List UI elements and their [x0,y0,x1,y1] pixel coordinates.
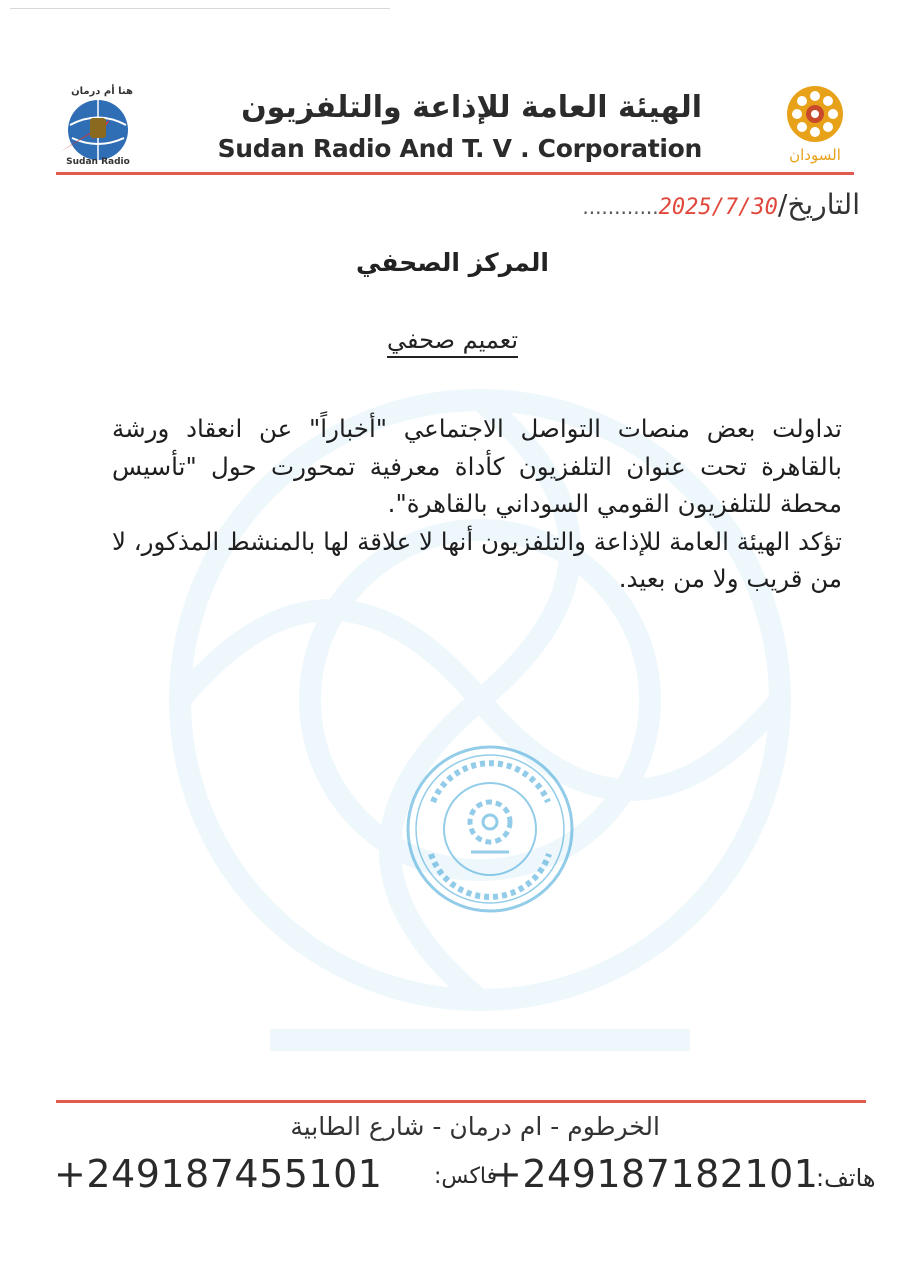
date-label: التاريخ [787,188,860,221]
phone-number: +249187182101 [490,1152,819,1196]
svg-text:السودان: السودان [789,146,841,164]
date-dots: ............ [582,195,659,219]
official-stamp-icon [403,742,578,917]
svg-text:Sudan Radio: Sudan Radio [66,157,130,166]
date-value: 2025/7/30 [658,195,778,220]
organization-title-english: Sudan Radio And T. V . Corporation [217,134,702,163]
date-line: التاريخ/2025/7/30............ [582,188,860,221]
statement-body [112,410,842,598]
statement-paragraph-2: تؤكد الهيئة العامة للإذاعة والتلفزيون أنها لا علاقة لها بالمنشط المذكور، لا من قريب ولا من بعيد. [112,526,842,593]
subject-text: تعميم صحفي [387,326,518,358]
sudan-tv-logo [775,82,855,168]
fax-number: +249187455101 [54,1152,383,1196]
footer-divider [56,1100,866,1103]
phone-label: هاتف: [816,1164,876,1192]
footer-address: الخرطوم - ام درمان - شارع الطابية [290,1112,660,1141]
sudan-radio-logo [50,80,150,166]
organization-title-arabic: الهيئة العامة للإذاعة والتلفزيون [241,90,702,125]
press-center-title: المركز الصحفي [356,248,549,277]
header-divider [56,172,854,175]
fax-label: فاكس: [434,1164,498,1189]
scan-edge-line [10,8,390,9]
statement-paragraph-1: تداولت بعض منصات التواصل الاجتماعي "أخباراً" عن انعقاد ورشة بالقاهرة تحت عنوان التلفزيون كأداة معرفية تمحورت حول "تأسيس محطة للتلفزيون القومي السوداني بالقاهرة". [112,414,842,518]
footer-contacts [40,1152,885,1208]
svg-text:هنا أم درمان: هنا أم درمان [71,86,133,97]
subject-heading [0,326,905,354]
